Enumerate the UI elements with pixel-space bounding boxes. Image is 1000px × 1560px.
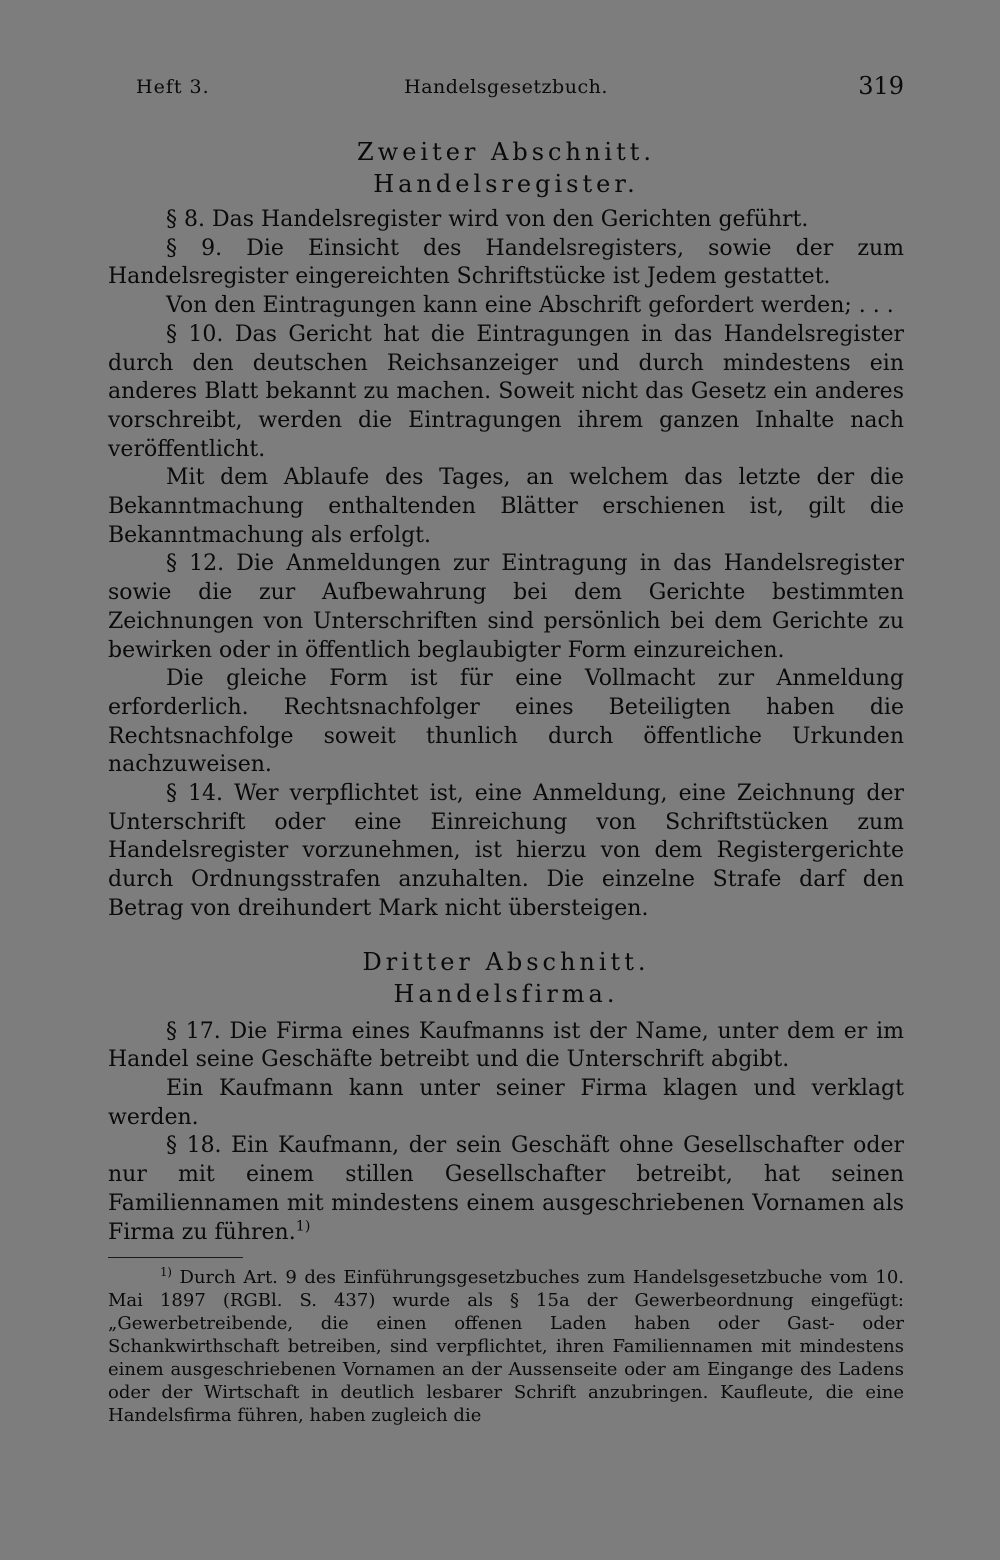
footnote-reference: 1)	[295, 1218, 311, 1235]
paragraph-text: § 18. Ein Kaufmann, der sein Geschäft ohne Gesellschafter oder nur mit einem stillen Gesellschafter betreibt, hat seinen Familiennamen mit mindestens einem ausgeschriebenen Vornamen als Firma zu führen.	[108, 1133, 904, 1245]
paragraph: § 17. Die Firma eines Kaufmanns ist der Name, unter dem er im Handel seine Geschäfte betreibt und die Unterschrift abgibt.	[108, 1018, 904, 1073]
paragraph: § 14. Wer verpflichtet ist, eine Anmeldung, eine Zeichnung der Unterschrift oder eine Einreichung von Schriftstücken zum Handelsregister vorzunehmen, ist hierzu von dem Registergerichte durch Ordnungsstrafen anzuhalten. Die einzelne Strafe darf den Betrag von dreihundert Mark nicht übersteigen.	[108, 781, 904, 921]
section-title: Zweiter Abschnitt.	[356, 138, 655, 166]
paragraph: Von den Eintragungen kann eine Abschrift gefordert werden; . . .	[166, 293, 894, 319]
footnote-text: Durch Art. 9 des Einführungsgesetzbuches zum Handelsgesetzbuche vom 10. Mai 1897 (RGBl. S. 437) wurde als § 15a der Gewerbeordnung eingefügt: „Gewerbetreibende, die einen offenen Laden haben oder Gast- oder Schankwirthschaft betreiben, sind verpflichtet, ihren Familiennamen mit mindestens einem ausgeschriebenen Vornamen an der Aussenseite oder am Eingange des Ladens oder der Wirtschaft in deutlich lesbarer Schrift anzubringen. Kaufleute, die eine Handelsfirma führen, haben zugleich die	[108, 1267, 904, 1427]
page-number: 319	[858, 72, 904, 100]
footnote-marker: 1)	[160, 1265, 172, 1280]
paragraph: Ein Kaufmann kann unter seiner Firma klagen und verklagt werden.	[108, 1075, 904, 1130]
footnote-divider	[108, 1257, 243, 1258]
paragraph: § 9. Die Einsicht des Handelsregisters, sowie der zum Handelsregister eingereichten Schriftstücke ist Jedem gestattet.	[108, 235, 904, 290]
paragraph: § 8. Das Handelsregister wird von den Gerichten geführt.	[166, 207, 809, 232]
section-subtitle: Handelsfirma.	[393, 979, 619, 1008]
section-title: Dritter Abschnitt.	[362, 947, 650, 976]
paragraph: § 10. Das Gericht hat die Eintragungen in das Handelsregister durch den deutschen Reichsanzeiger und durch mindestens ein anderes Blatt bekannt zu machen. Soweit nicht das Gesetz ein anderes vorschreibt, werden die Eintragungen ihrem ganzen Inhalte nach veröffentlicht.	[108, 321, 904, 462]
running-title: Handelsgesetzbuch.	[404, 76, 608, 98]
page-header	[108, 70, 904, 110]
paragraph: § 12. Die Anmeldungen zur Eintragung in das Handelsregister sowie die zur Aufbewahrung bei dem Gerichte bestimmten Zeichnungen von Unterschriften sind persönlich bei dem Gerichte zu bewirken oder in öffentlich beglaubigter Form einzureichen.	[108, 551, 904, 663]
footnote	[108, 1266, 904, 1427]
section-body	[108, 1018, 904, 1248]
section-heading	[108, 136, 904, 200]
issue-label: Heft 3.	[136, 76, 210, 98]
section-subtitle: Handelsregister.	[373, 170, 639, 198]
document-page	[108, 70, 904, 1427]
paragraph: Mit dem Ablaufe des Tages, an welchem das letzte der die Bekanntmachung enthaltenden Blätter erschienen ist, gilt die Bekanntmachung als erfolgt.	[108, 465, 904, 548]
section-heading	[108, 946, 904, 1010]
paragraph: Die gleiche Form ist für eine Vollmacht zur Anmeldung erforderlich. Rechtsnachfolger eines Beteiligten haben die Rechtsnachfolge soweit thunlich durch öffentliche Urkunden nachzuweisen.	[108, 666, 904, 778]
section-body	[108, 206, 904, 924]
paragraph	[108, 1132, 904, 1247]
